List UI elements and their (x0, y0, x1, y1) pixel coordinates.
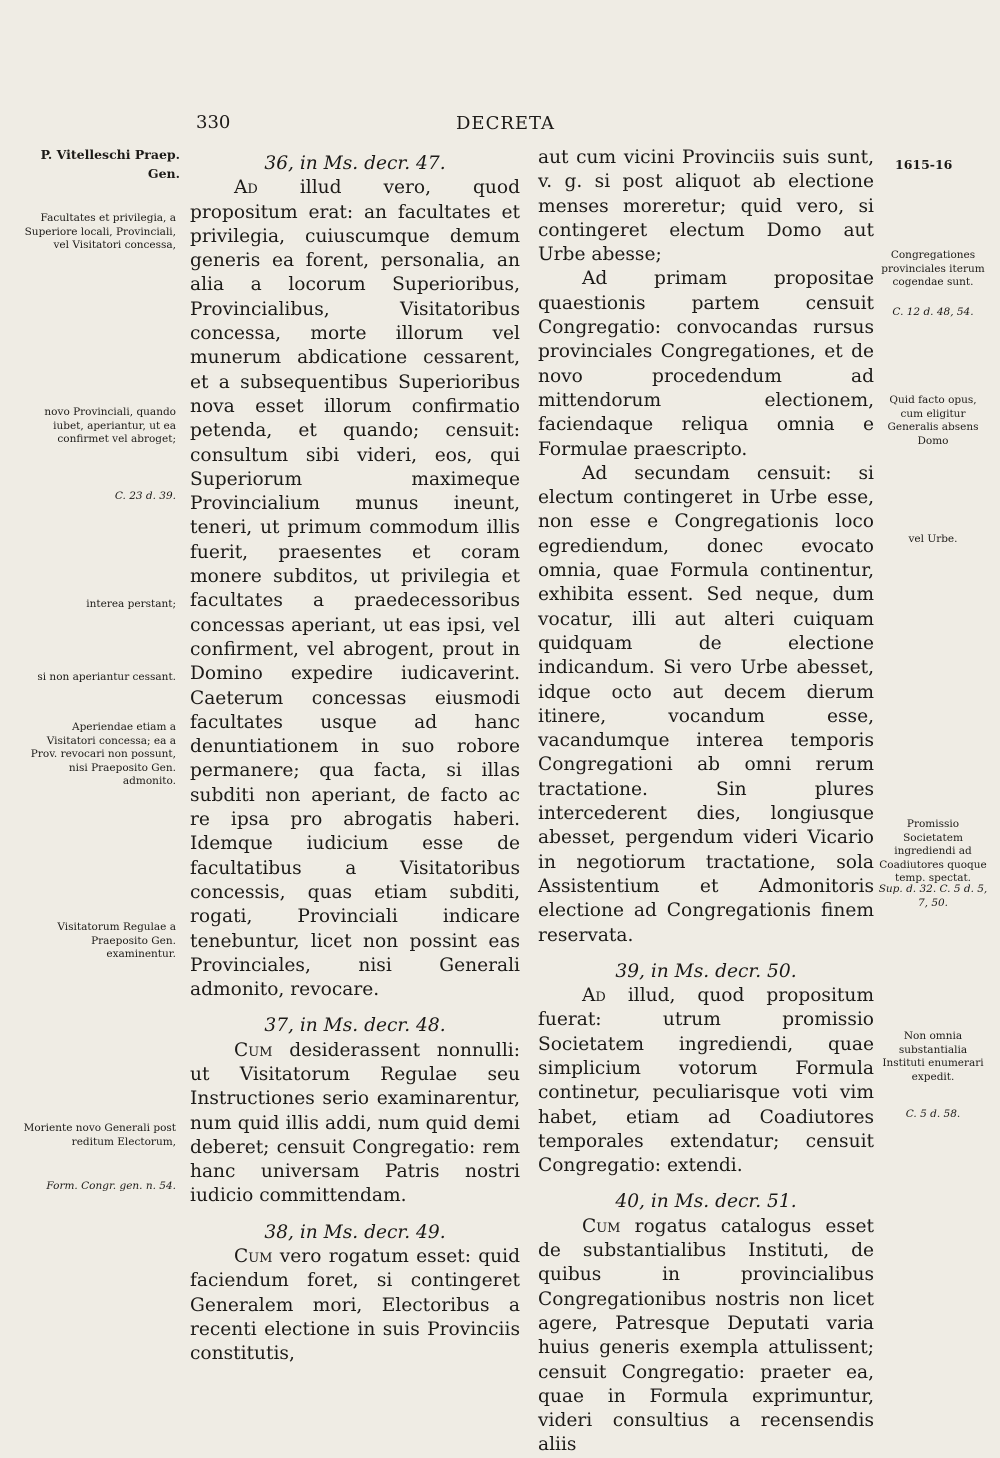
decree-paragraph: Ad secundam censuit: si electum contingeret in Urbe esse, non esse e Congregationis loco egrediendum, donec evocato omnia, quae Formula continentur, exhibita essent. Sed neque, dum vocatur, illi aut alteri cuiquam quidquam de electione indicandum. Si vero Urbe abesset, idque octo aut decem dierum itinere, vocandum esse, vacandumque interea temporis Congregationi ab omni rerum tractatione. Sin plures intercederent dies, longiusque abesset, pergendum videri Vicario in negotiorum tractatione, sola Assistentium et Admonitoris electione ad Congregationis finem reservata. (538, 462, 874, 946)
left-margin-heading: P. Vitelleschi Praep. Gen. (40, 147, 180, 181)
margin-citation: Form. Congr. gen. n. 54. (46, 1180, 176, 1192)
decree-paragraph (538, 1215, 874, 1458)
paragraph-text: desiderassent nonnulli: ut Visitatorum Regulae seu Instructiones serio examinarentur, num quid illis addi, num quid demi deberet; censuit Congregatio: rem hanc universam Patris nostri iudicio committendam. (190, 1039, 520, 1207)
margin-citation: C. 23 d. 39. (114, 490, 176, 502)
paragraph-text: rogatus catalogus esset de substantialibus Instituti, de quibus in provincialibus Congregationibus nostris non licet agere, Patresque Deputati varia huius generis exempla attulissent; censuit Congregatio: praeter ea, quae in Formula exprimuntur, videri consultius a recensendis aliis (538, 1215, 874, 1456)
lead-word: Cum (234, 1039, 273, 1061)
margin-citation: C. 12 d. 48, 54. (892, 306, 974, 318)
margin-note: Congregationes provinciales iterum cogendae sunt. (881, 249, 985, 288)
margin-note: interea perstant; (86, 598, 176, 610)
margin-note (878, 1108, 988, 1122)
page-number: 330 (196, 112, 231, 133)
decree-paragraph (538, 984, 874, 1178)
lead-word: Cum (234, 1246, 273, 1268)
decree-heading: 37, in Ms. decr. 48. (264, 1015, 446, 1037)
lead-word: Ad (582, 985, 606, 1007)
text-column-left (190, 152, 520, 1367)
margin-note: novo Provinciali, quando iubet, aperiantur, ut ea confirmet vel abroget; (44, 406, 176, 445)
margin-note (878, 306, 988, 320)
decree-paragraph (190, 1245, 520, 1366)
lead-word: Cum (582, 1215, 621, 1237)
margin-note (20, 1180, 176, 1194)
margin-note: vel Urbe. (908, 533, 958, 545)
margin-note: Moriente novo Generali post reditum Electorum, (23, 1122, 176, 1148)
right-margin-heading: 1615-16 (895, 157, 953, 172)
margin-note (20, 490, 176, 504)
lead-word: Ad (234, 177, 258, 199)
paragraph-text: vero rogatum esset: quid faciendum foret, si contingeret Generalem mori, Electoribus a recenti electione in suis Provinciis constitutis, (190, 1246, 520, 1365)
decree-heading: 38, in Ms. decr. 49. (264, 1221, 446, 1243)
text-column-right (538, 146, 874, 1458)
decree-paragraph (190, 176, 520, 1002)
margin-note: si non aperiantur cessant. (37, 671, 176, 683)
margin-note: Visitatorum Regulae a Praeposito Gen. examinentur. (57, 921, 176, 960)
margin-note: Non omnia substantialia Instituti enumerari expedit. (882, 1030, 984, 1083)
margin-citation: C. 5 d. 58. (905, 1108, 961, 1120)
decree-paragraph (190, 1039, 520, 1209)
paragraph-text: illud, quod propositum fuerat: utrum promissio Societatem ingrediendi, quae simplicium votorum Formula continetur, peculiarisque voti vim habet, etiam ad Coadiutores temporales extendatur; censuit Congregatio: extendi. (538, 985, 874, 1177)
decree-heading: 40, in Ms. decr. 51. (615, 1191, 797, 1213)
paragraph-continuation: aut cum vicini Provinciis suis sunt, v. g. si post aliquot ab electione menses moreretur; quid vero, si contingeret electum Domo aut Urbe abesse; (538, 147, 874, 266)
margin-note: Facultates et privilegia, a Superiore locali, Provinciali, vel Visitatori concessa, (24, 212, 176, 251)
margin-note (878, 883, 988, 910)
margin-note: Quid facto opus, cum eligitur Generalis absens Domo (887, 394, 979, 447)
paragraph-text: illud vero, quod propositum erat: an facultates et privilegia, cuiuscumque demum generis ea forent, personalia, an alia a locorum Superioribus, Provincialibus, Visitatoribus concessa, morte illorum vel munerum abdicatione cessarent, et a subsequentibus Superioribus nova esset illorum confirmatio petenda, et quando; censuit: consultum sibi videri, eos, qui Superiorum maximeque Provincialium munus ineunt, teneri, ut primum commodum illis fuerit, praesentes et coram monere subditos, ut privilegia et facultates a praedecessoribus concessas aperiant, ut eas ipsi, vel confirment, vel abrogent, prout in Domino expedire iudicaverint. Caeterum concessas eiusmodi facultates usque ad hanc denuntiationem in suo robore permanere; qua facta, si illas subditi non aperiant, de facto ac re ipsa pro abrogatis haberi. Idemque iudicium esse de facultatibus a Visitatoribus concessis, quas etiam subditi, rogati, Provinciali indicare tenebuntur, licet non possint eas Provinciales, nisi Generali admonito, revocare. (190, 177, 520, 1001)
decree-paragraph: Ad primam propositae quaestionis partem censuit Congregatio: convocandas rursus provinciales Congregationes, et de novo procedendum ad mittendorum electionem, faciendaque reliqua omnia e Formulae praescripto. (538, 268, 874, 460)
margin-citation: Sup. d. 32. C. 5 d. 5, 7, 50. (878, 883, 988, 909)
margin-note: Promissio Societatem ingrediendi ad Coadiutores quoque temp. spectat. (879, 818, 987, 884)
decree-heading: 39, in Ms. decr. 50. (615, 960, 797, 982)
running-title: DECRETA (456, 113, 556, 134)
decree-heading: 36, in Ms. decr. 47. (264, 153, 446, 174)
margin-note: Aperiendae etiam a Visitatori concessa; ea a Prov. revocari non possunt, nisi Praeposito Gen. admonito. (30, 721, 176, 787)
